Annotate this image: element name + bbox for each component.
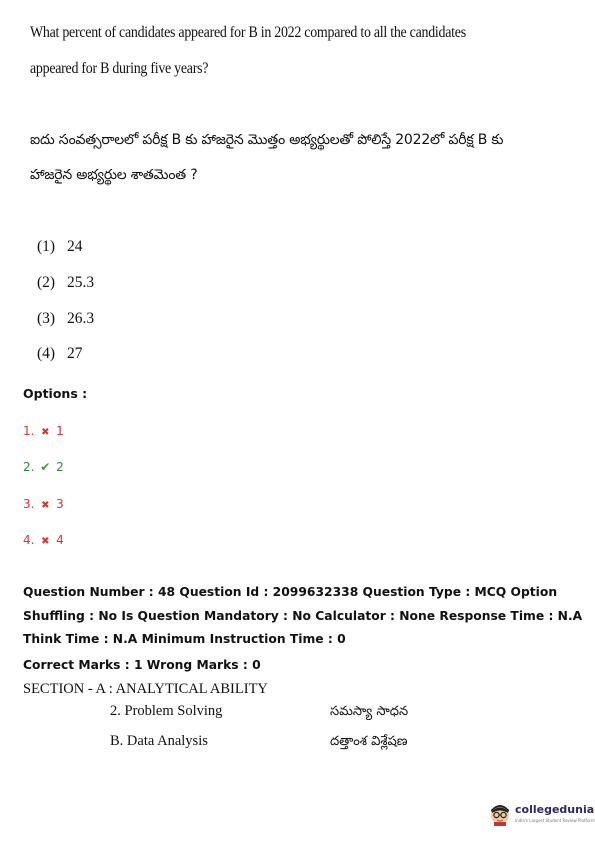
choice-4: [37, 345, 83, 363]
choice-value: 25.3: [67, 274, 95, 291]
question-marks: Correct Marks : 1 Wrong Marks : 0: [23, 658, 261, 672]
cross-icon: ✖: [41, 427, 50, 438]
subsection-problem-solving: 2. Problem Solving: [110, 703, 223, 719]
choice-number: (4): [37, 345, 56, 362]
question-text-telugu-line2: హాజరైన అభ్యర్థుల శాతమెంత ?: [30, 167, 198, 183]
choice-2: [37, 274, 94, 292]
subsection-data-analysis: B. Data Analysis: [110, 733, 208, 749]
option-index: 3.: [23, 497, 35, 511]
question-text-english-line2: appeared for B during five years?: [30, 60, 209, 77]
choice-value: 24: [67, 238, 83, 255]
option-index: 1.: [23, 424, 35, 438]
option-index: 4.: [23, 533, 35, 547]
options-heading: Options :: [23, 386, 88, 401]
brand-name: collegedunia: [515, 803, 595, 816]
mascot-icon: [488, 802, 512, 826]
choice-number: (3): [37, 310, 56, 327]
option-value: 4: [56, 533, 64, 547]
option-value: 2: [56, 460, 64, 474]
choice-3: [37, 310, 94, 328]
option-value: 3: [56, 497, 64, 511]
question-text-english-line1: What percent of candidates appeared for B in 2022 compared to all the candidates: [30, 24, 466, 41]
cross-icon: ✖: [41, 500, 50, 511]
collegedunia-logo: [488, 800, 595, 830]
section-title: SECTION - A : ANALYTICAL ABILITY: [23, 681, 268, 697]
question-meta-info: Question Number : 48 Question Id : 2099632338 Question Type : MCQ Option Shuffling : No Is Question Mandatory : No Calculator : None Response Time : N.A Think Time : N.A Minimum Instruction Time : 0: [23, 585, 583, 646]
option-2: [23, 460, 64, 474]
option-3: [23, 497, 64, 511]
option-value: 1: [56, 424, 64, 438]
brand-tagline: India's Largest Student Review Platform: [515, 818, 595, 823]
cross-icon: ✖: [41, 536, 50, 547]
check-icon: ✔: [40, 460, 51, 474]
subsection-data-analysis-telugu: దత్తాంశ విశ్లేషణ: [330, 734, 408, 749]
choice-value: 26.3: [67, 310, 95, 327]
question-text-telugu-line1: ఐదు సంవత్సరాలలో పరీక్ష B కు హాజరైన మొత్తం అభ్యర్థులతో పోలిస్తే 2022లో పరీక్ష B కు: [30, 132, 504, 148]
subsection-problem-solving-telugu: సమస్యా సాధన: [330, 704, 409, 719]
choice-1: [37, 238, 83, 256]
choice-number: (2): [37, 274, 56, 291]
choice-value: 27: [67, 345, 83, 362]
option-1: [23, 424, 64, 438]
choice-number: (1): [37, 238, 56, 255]
option-4: [23, 533, 64, 547]
option-index: 2.: [23, 460, 35, 474]
